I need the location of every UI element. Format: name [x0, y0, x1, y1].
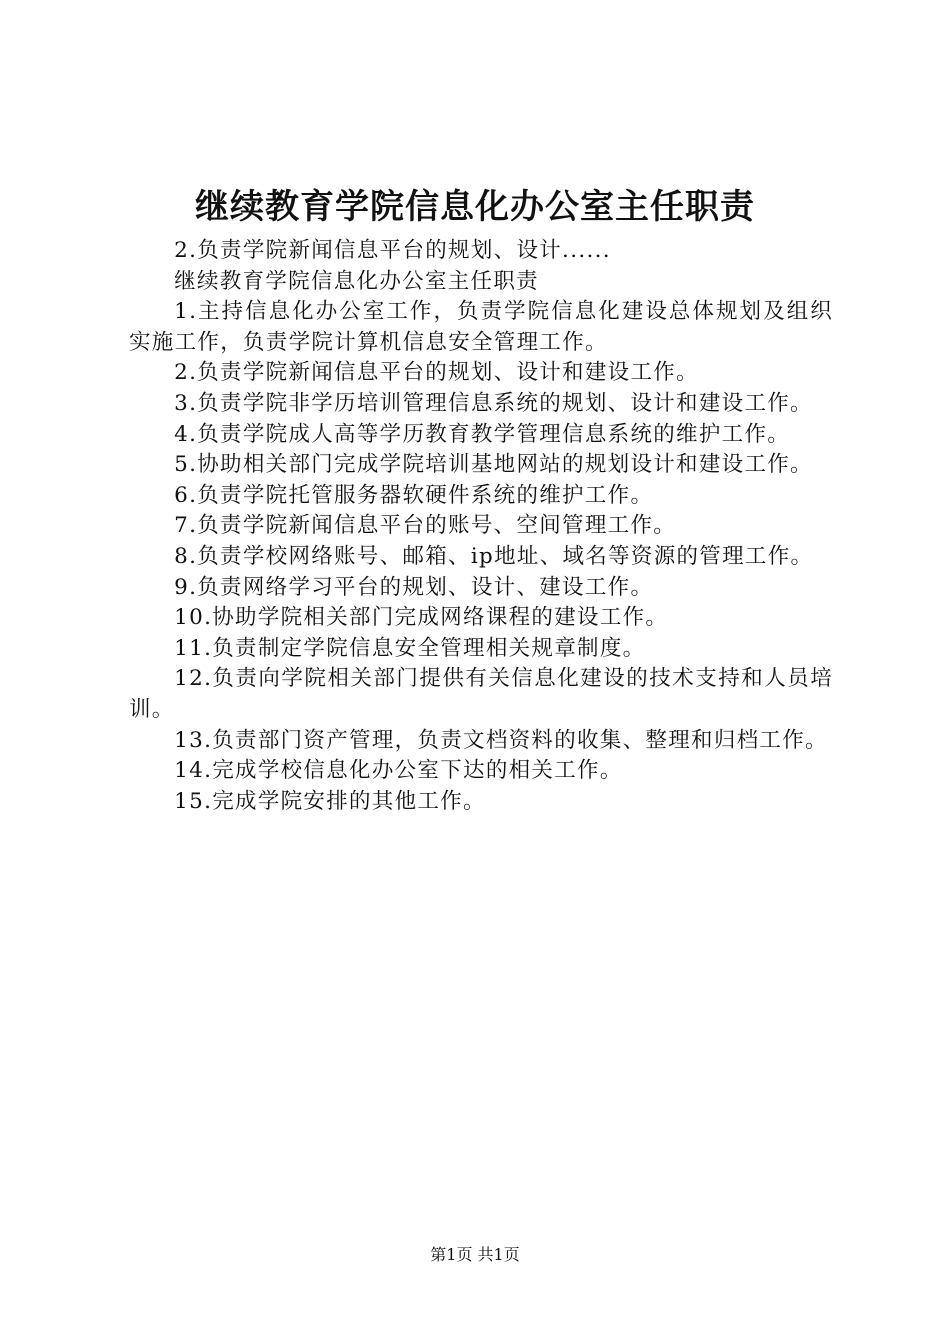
paragraph: 2.负责学院新闻信息平台的规划、设计...... — [174, 238, 611, 263]
paragraph: 2.负责学院新闻信息平台的规划、设计和建设工作。 — [174, 360, 699, 386]
paragraph: 7.负责学院新闻信息平台的账号、空间管理工作。 — [174, 513, 677, 539]
paragraph: 4.负责学院成人高等学历教育教学管理信息系统的维护工作。 — [174, 421, 791, 447]
document-body — [129, 236, 833, 817]
paragraph: 8.负责学校网络账号、邮箱、ip地址、域名等资源的管理工作。 — [174, 543, 814, 569]
paragraph: 1.主持信息化办公室工作，负责学院信息化建设总体规划及组织实施工作，负责学院计算机信息安全管理工作。 — [129, 299, 833, 355]
paragraph: 12.负责向学院相关部门提供有关信息化建设的技术支持和人员培训。 — [129, 666, 833, 722]
paragraph: 15.完成学院安排的其他工作。 — [174, 788, 486, 814]
paragraph: 3.负责学院非学历培训管理信息系统的规划、设计和建设工作。 — [174, 390, 813, 416]
page-footer: 第1页 共1页 — [430, 1245, 520, 1264]
paragraph: 9.负责网络学习平台的规划、设计、建设工作。 — [174, 574, 654, 600]
paragraph: 11.负责制定学院信息安全管理相关规章制度。 — [174, 635, 646, 661]
paragraph: 14.完成学校信息化办公室下达的相关工作。 — [174, 758, 623, 784]
paragraph: 继续教育学院信息化办公室主任职责 — [174, 268, 539, 294]
document-title: 继续教育学院信息化办公室主任职责 — [195, 187, 755, 227]
paragraph: 6.负责学院托管服务器软硬件系统的维护工作。 — [174, 482, 654, 508]
paragraph: 10.协助学院相关部门完成网络课程的建设工作。 — [174, 605, 669, 631]
paragraph: 13.负责部门资产管理，负责文档资料的收集、整理和归档工作。 — [174, 727, 828, 753]
paragraph: 5.协助相关部门完成学院培训基地网站的规划设计和建设工作。 — [174, 452, 813, 478]
